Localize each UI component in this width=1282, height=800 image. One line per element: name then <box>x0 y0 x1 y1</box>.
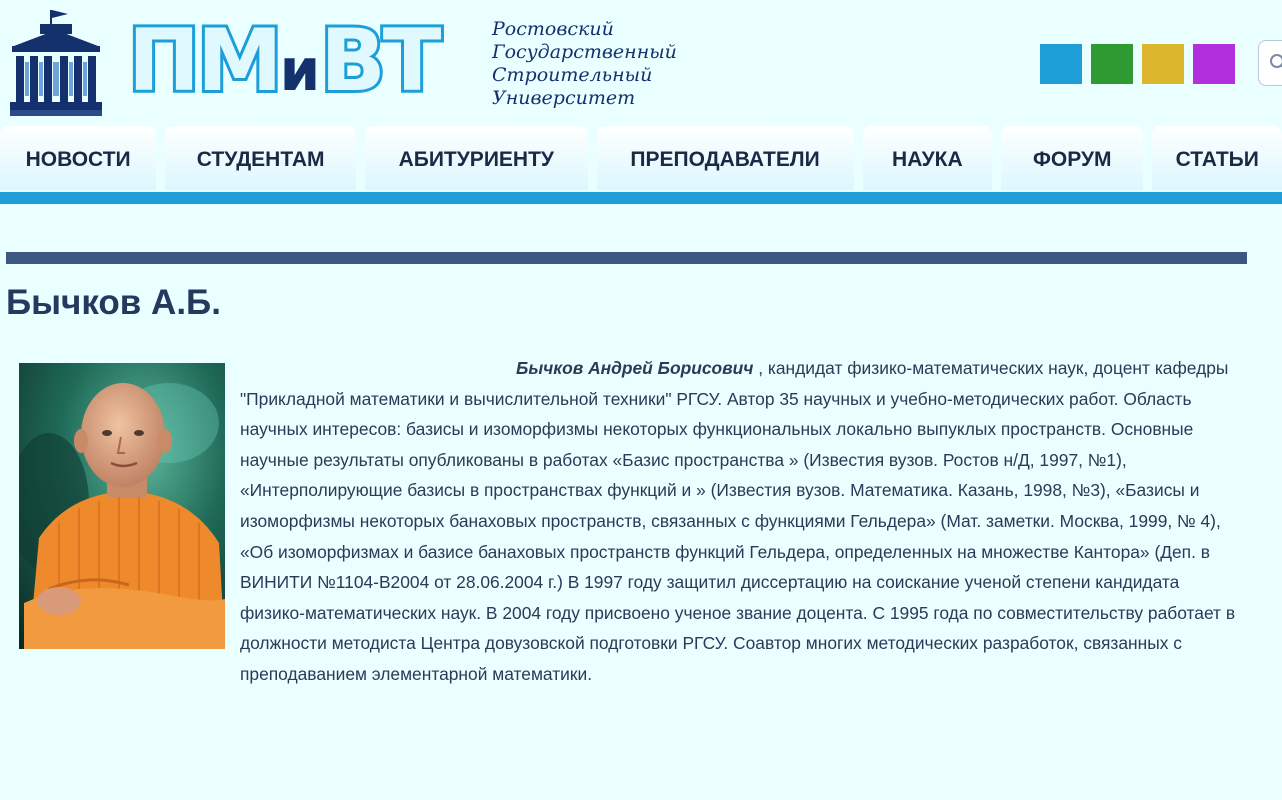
tab-forum[interactable]: ФОРУМ <box>1001 126 1143 190</box>
university-line: Университет <box>492 87 636 109</box>
photo-spacer <box>6 353 240 683</box>
university-line: Ростовский <box>492 18 614 40</box>
site-header <box>0 0 1282 126</box>
theme-swatch-yellow[interactable] <box>1142 44 1184 84</box>
bio-body: , кандидат физико-математических наук, доцент кафедры "Прикладной математики и вычислительной техники" РГСУ. Автор 35 научных и учебно-методических работ. Область научных интересов: базисы и изоморфизмы некоторых функциональных локально выпуклых пространств. Основные научные результаты опубликованы в работах «Базис пространства » (Известия вузов. Ростов н/Д, 1997, №1), «Интерполирующие базисы в пространствах функций и » (Известия вузов. Математика. Казань, 1998, №3), «Базисы и изоморфизмы некоторых банаховых пространств, связанных с функциями Гельдера» (Мат. заметки. Москва, 1999, № 4), «Об изоморфизмах и базисе банаховых пространств функций Гельдера, определенных на множестве Кантора» (Деп. в ВИНИТИ №1104-В2004 от 28.06.2004 г.) В 1997 году защитил диссертацию на соискание ученой степени кандидата физико-математических наук. В 2004 году присвоено ученое звание доцента. С 1995 года по совместительству работает в должности методиста Центра довузовской подготовки РГСУ. Соавтор многих методических разработок, связанных с преподаванием элементарной математики. <box>240 358 1236 684</box>
theme-swatch-purple[interactable] <box>1193 44 1235 84</box>
tab-students[interactable]: СТУДЕНТАМ <box>165 126 356 190</box>
theme-swatch-blue[interactable] <box>1040 44 1082 84</box>
logo-pm: ПМ <box>128 11 280 111</box>
main-navigation <box>0 126 1282 192</box>
university-line: Строительный <box>492 64 653 86</box>
nav-underline <box>0 192 1282 204</box>
page-title: Бычков А.Б. <box>6 283 221 322</box>
university-name <box>492 18 677 110</box>
tab-news[interactable]: НОВОСТИ <box>0 126 156 190</box>
theme-swatch-green[interactable] <box>1091 44 1133 84</box>
logo-vt: ВТ <box>320 11 439 111</box>
theme-switcher <box>1040 44 1235 84</box>
title-rule <box>6 252 1247 264</box>
bio-person-name: Бычков Андрей Борисович <box>516 358 754 378</box>
tab-articles[interactable]: СТАТЬИ <box>1152 126 1282 190</box>
biography-text <box>6 353 1242 690</box>
tab-applicants[interactable]: АБИТУРИЕНТУ <box>365 126 587 190</box>
university-line: Государственный <box>492 41 677 63</box>
university-building-icon[interactable] <box>10 10 102 121</box>
site-logo[interactable] <box>128 11 439 113</box>
tab-science[interactable]: НАУКА <box>863 126 993 190</box>
logo-and: и <box>279 36 321 104</box>
search-input[interactable] <box>1258 40 1282 86</box>
tab-teachers[interactable]: ПРЕПОДАВАТЕЛИ <box>597 126 854 190</box>
search-icon <box>1269 53 1282 73</box>
